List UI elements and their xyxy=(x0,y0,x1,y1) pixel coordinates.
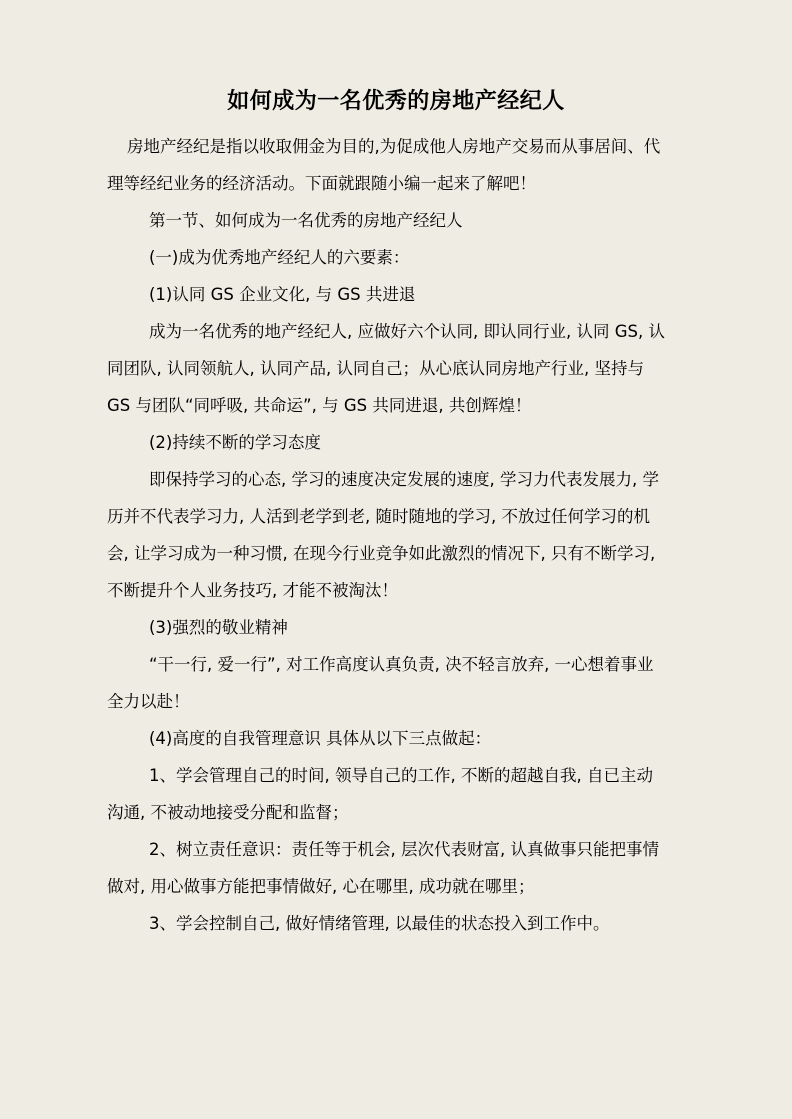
section-heading: 第一节、如何成为一名优秀的房地产经纪人 xyxy=(149,211,463,230)
document-body xyxy=(107,128,667,942)
point-4-item-2: 2、树立责任意识：责任等于机会, 层次代表财富, 认真做事只能把事情做对, 用心做事方能把事情做好, 心在哪里, 成功就在哪里； xyxy=(107,840,659,896)
point-4-heading: (4)高度的自我管理意识 具体从以下三点做起： xyxy=(149,729,492,748)
point-3-paragraph: “干一行, 爱一行”, 对工作高度认真负责, 决不轻言放弃, 一心想着事业全力以赴！ xyxy=(107,655,654,711)
intro-paragraph: 房地产经纪是指以收取佣金为目的,为促成他人房地产交易而从事居间、代理等经纪业务的经济活动。下面就跟随小编一起来了解吧！ xyxy=(107,137,661,193)
point-4-item-1: 1、学会管理自己的时间, 领导自己的工作, 不断的超越自我, 自已主动沟通, 不被动地接受分配和监督； xyxy=(107,766,653,822)
point-4-item-3: 3、学会控制自己, 做好情绪管理, 以最佳的状态投入到工作中。 xyxy=(149,914,610,933)
subsection-heading: (一)成为优秀地产经纪人的六要素： xyxy=(149,248,410,267)
document-title: 如何成为一名优秀的房地产经纪人 xyxy=(227,89,565,114)
point-3-heading: (3)强烈的敬业精神 xyxy=(149,618,288,637)
point-1-paragraph: 成为一名优秀的地产经纪人, 应做好六个认同, 即认同行业, 认同 GS, 认同团队, 认同领航人, 认同产品, 认同自己；从心底认同房地产行业, 坚持与 GS 与团队“同呼吸, 共命运”, 与 GS 共同进退, 共创辉煌！ xyxy=(107,322,665,415)
point-2-paragraph: 即保持学习的心态, 学习的速度决定发展的速度, 学习力代表发展力, 学历并不代表学习力, 人活到老学到老, 随时随地的学习, 不放过任何学习的机会, 让学习成为一种习惯, 在现今行业竞争如此激烈的情况下, 只有不断学习, 不断提升个人业务技巧, 才能不被淘汰！ xyxy=(107,470,659,600)
point-2-heading: (2)持续不断的学习态度 xyxy=(149,433,321,452)
point-1-heading: (1)认同 GS 企业文化, 与 GS 共进退 xyxy=(149,285,416,304)
